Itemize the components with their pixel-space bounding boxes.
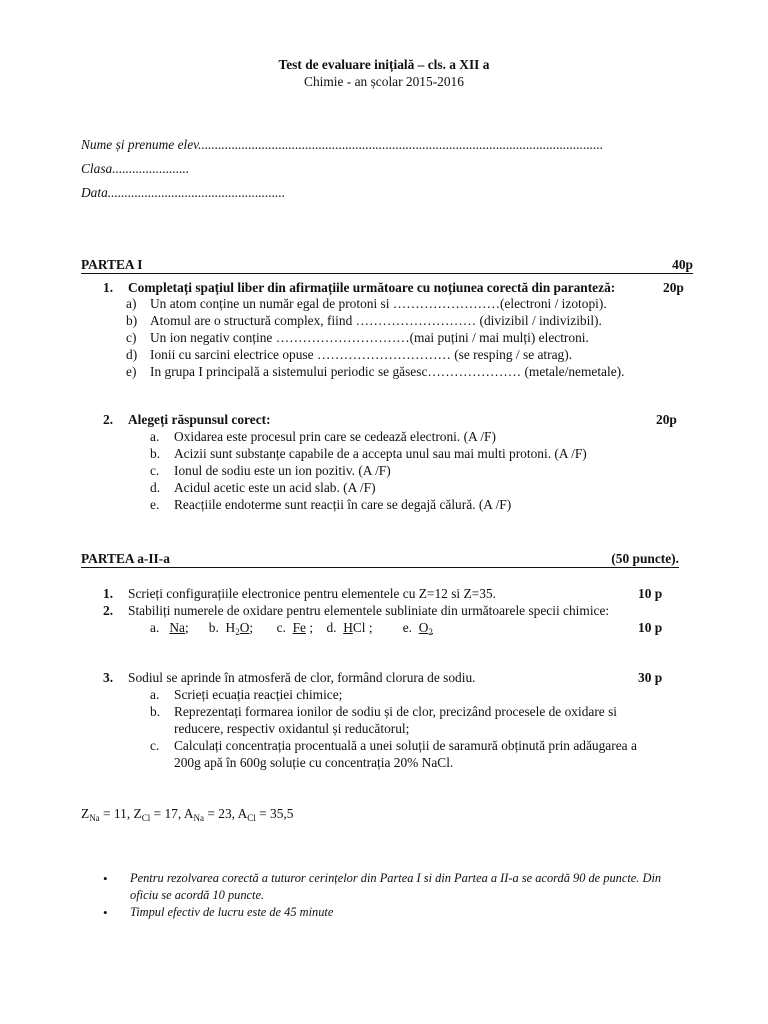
student-name-line: Nume și prenume elev.........................................................................................................................: [81, 137, 604, 152]
part2-title: PARTEA a-II-a: [81, 551, 170, 566]
atomic-constants: $Z_{Na} = 11$, $Z_{Cl} = 17$, $A_{Na} = 23$, $A_{Cl} = 35,5$: [81, 806, 294, 823]
student-date-line: Data.....................................................: [81, 185, 286, 200]
part1-points: 40p: [672, 257, 693, 272]
p2-q3-number: 3.: [103, 670, 114, 685]
p1-q2-points: 20p: [656, 412, 677, 427]
p2-q2-text: Stabiliți numerele de oxidare pentru elementele subliniate din următoarele specii chimice:: [128, 603, 610, 618]
p2-q1-text: Scrieți configurațiile electronice pentru elementele cu Z=12 si Z=35.: [128, 586, 496, 601]
note-time: Timpul efectiv de lucru este de 45 minute: [130, 905, 334, 919]
p2-q2-points: 10 p: [638, 620, 663, 635]
species-h: H: [343, 620, 353, 635]
list-item-continuation: reducere, respectiv oxidantul și reducătorul;: [174, 721, 410, 736]
p2-q1-points: 10 p: [638, 586, 663, 601]
species-list: a. Na; b. $H_2O$; c. Fe ; d. HCl ; e. $O_2$: [150, 620, 433, 637]
p1-q1-points: 20p: [663, 280, 684, 295]
species-na: Na: [169, 620, 185, 635]
p2-q2-number: 2.: [103, 603, 114, 618]
part1-heading: [81, 256, 693, 274]
part2-points: (50 puncte).: [611, 551, 679, 566]
p2-q3-text: Sodiul se aprinde în atmosferă de clor, formând clorura de sodiu.: [128, 670, 476, 685]
p1-q2-number: 2.: [103, 412, 114, 427]
bullet-icon: •: [103, 905, 108, 920]
p2-q1-number: 1.: [103, 586, 114, 601]
test-title: Test de evaluare inițială – cls. a XII a: [278, 57, 490, 72]
list-item-continuation: 200g apă în 600g soluție cu concentrația 20% NaCl.: [174, 755, 454, 770]
p1-q1-text: Completați spațiul liber din afirmațiile următoare cu noțiunea corectă din paranteză:: [128, 280, 616, 295]
part2-heading: [81, 550, 679, 568]
p1-q2-text: Alegeți răspunsul corect:: [128, 412, 271, 427]
p2-q3-points: 30 p: [638, 670, 663, 685]
species-o2: $O_2$: [418, 620, 433, 637]
part1-title: PARTEA I: [81, 257, 143, 272]
student-class-line: Clasa.......................: [81, 161, 190, 176]
p1-q1-number: 1.: [103, 280, 114, 295]
species-o: O: [239, 620, 250, 635]
test-subtitle: Chimie - an școlar 2015-2016: [304, 74, 464, 89]
note-scoring: Pentru rezolvarea corectă a tuturor cerințelor din Partea I si din Partea a II-a se acordă 90 de puncte. Din oficiu se acordă 10 puncte.: [130, 871, 662, 902]
bullet-icon: •: [103, 871, 108, 886]
species-fe: Fe: [292, 620, 306, 635]
